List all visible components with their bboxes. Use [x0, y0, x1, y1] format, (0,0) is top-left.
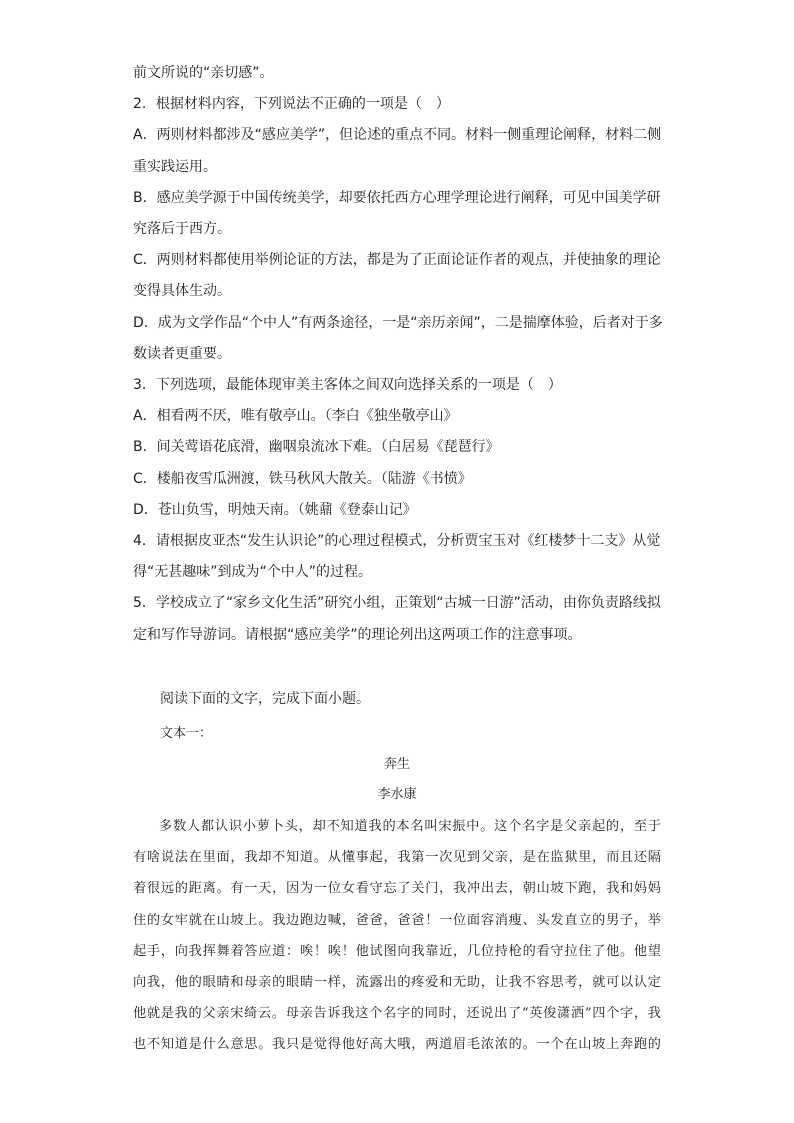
question-line: 数读者更重要。 — [133, 345, 231, 362]
question-line: 得“无甚趣味”到成为“个中人”的过程。 — [133, 564, 373, 581]
question-line: 究落后于西方。 — [133, 221, 231, 237]
question-line: B．感应美学源于中国传统美学，却要依托西方心理学理论进行阐释，可见中国美学研 — [133, 189, 661, 206]
story-line: 也不知道是什么意思。我只是觉得他好高大哦，两道眉毛浓浓的。一个在山坡上奔跑的 — [133, 1037, 661, 1053]
question-line: 前文所说的“亲切感”。 — [133, 65, 274, 81]
question-line: C．楼船夜雪瓜洲渡，铁马秋风大散关。（陆游《书愤》 — [133, 470, 472, 487]
story-line: 有啥说法在里面，我却不知道。从懂事起，我第一次见到父亲，是在监狱里，而且还隔 — [133, 850, 661, 866]
story-line: 多数人都认识小萝卜头，却不知道我的本名叫宋振中。这个名字是父亲起的，至于 — [159, 819, 661, 834]
story-line: 着很远的距离。有一天，因为一位女看守忘了关门，我冲出去，朝山坡下跑，我和妈妈 — [133, 881, 661, 897]
question-line: C．两则材料都使用举例论证的方法，都是为了正面论证作者的观点，并使抽象的理论 — [133, 252, 661, 269]
question-line: D．苍山负雪，明烛天南。（姚鼐《登泰山记》 — [133, 501, 417, 518]
story-author: 李水康 — [377, 787, 417, 802]
question-line: 定和写作导游词。请根据“感应美学”的理论列出这两项工作的注意事项。 — [133, 626, 582, 643]
story-body — [133, 811, 661, 1061]
question-line: B．间关莺语花底滑，幽咽泉流冰下难。（白居易《琵琶行》 — [133, 439, 500, 456]
question-line: 5．学校成立了“家乡文化生活”研究小组，正策划“古城一日游”活动，由你负责路线拟 — [133, 595, 661, 612]
question-line: 4．请根据皮亚杰“发生认识论”的心理过程模式，分析贾宝玉对《红楼梦十二支》从觉 — [133, 533, 661, 549]
reading-instruction: 阅读下面的文字，完成下面小题。 — [160, 691, 370, 707]
story-title: 奔生 — [383, 757, 410, 772]
question-line: 变得具体生动。 — [133, 283, 231, 300]
question-line: 3．下列选项，最能体现审美主客体之间双向选择关系的一项是（ ） — [133, 377, 562, 393]
question-line: A．两则材料都涉及“感应美学”，但论述的重点不同。材料一侧重理论阐释，材料二侧 — [133, 127, 662, 144]
story-line: 向我，他的眼睛和母亲的眼睛一样，流露出的疼爱和无助，让我不容思考，就可以认定 — [133, 974, 661, 990]
story-line: 他就是我的父亲宋绮云。母亲告诉我这个名字的同时，还说出了“英俊潇洒”四个字，我 — [133, 1006, 661, 1022]
question-line: 2．根据材料内容，下列说法不正确的一项是（ ） — [133, 96, 450, 113]
question-line: A．相看两不厌，唯有敬亭山。（李白《独坐敬亭山》 — [133, 408, 458, 425]
question-line: 重实践运用。 — [133, 158, 217, 175]
story-line: 起手，向我挥舞着答应道：唉！唉！他试图向我靠近，几位持枪的看守拉住了他。他望 — [133, 943, 661, 959]
text-label: 文本一： — [160, 726, 213, 741]
question-line: D．成为文学作品“个中人”有两条途径，一是“亲历亲闻”，二是揣摩体验，后者对于多 — [133, 314, 663, 331]
story-line: 住的女牢就在山坡上。我边跑边喊，爸爸，爸爸！一位面容消瘦、头发直立的男子，举 — [133, 912, 661, 928]
